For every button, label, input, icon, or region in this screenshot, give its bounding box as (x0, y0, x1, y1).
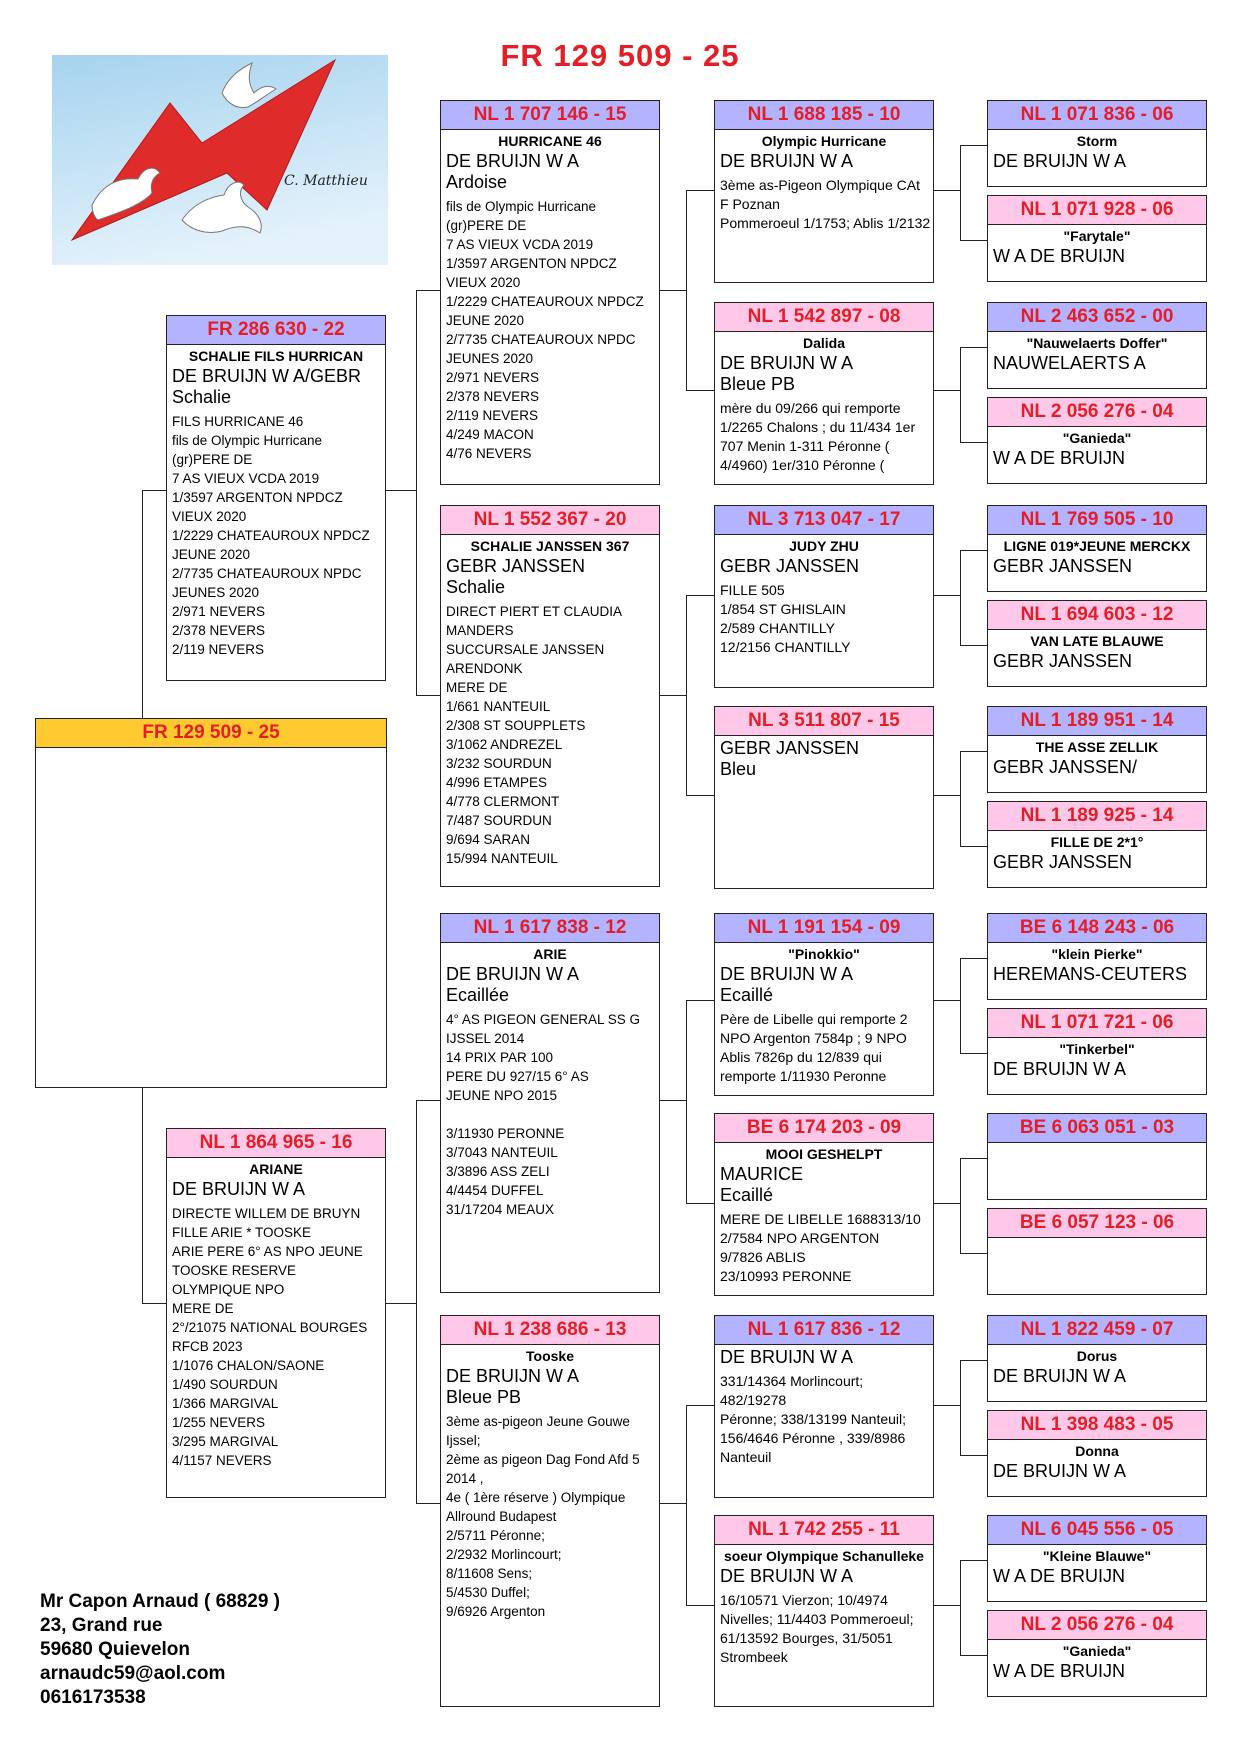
connector-line (686, 1405, 687, 1605)
gg5-info: Père de Libelle qui remporte 2 NPO Argenton 7584p ; 9 NPO Ablis 7826p du 12/839 qui remporte 1/11930 Peronne (720, 1011, 908, 1084)
connector-line (960, 550, 987, 551)
connector-line (660, 290, 686, 291)
sire-ring: FR 286 630 - 22 (167, 316, 385, 345)
g2-ring: NL 1 552 367 - 20 (441, 506, 659, 535)
connector-line (960, 1360, 987, 1361)
grandparent-card-2 (440, 505, 660, 887)
ggparent-card-1 (714, 100, 934, 283)
connector-line (686, 1405, 714, 1406)
connector-line (686, 1000, 687, 1203)
gggparent-ring: NL 2 463 652 - 00 (988, 303, 1206, 332)
gg1-name: Olympic Hurricane (761, 133, 887, 149)
connector-line (934, 795, 960, 796)
connector-line (660, 1503, 686, 1504)
sire-card (166, 315, 386, 681)
connector-line (686, 190, 687, 390)
gggparent-name: VAN LATE BLAUWE (1030, 633, 1164, 649)
connector-line (960, 751, 961, 846)
grandparent-card-1 (440, 100, 660, 485)
g3-ring: NL 1 617 838 - 12 (441, 914, 659, 943)
gg4-owner: GEBR JANSSEN (720, 738, 860, 758)
connector-line (386, 490, 416, 491)
sire-owner: DE BRUIJN W A/GEBR (172, 366, 362, 386)
connector-line (416, 290, 440, 291)
gggparent-ring: BE 6 057 123 - 06 (988, 1209, 1206, 1238)
gggparent-ring: NL 1 769 505 - 10 (988, 506, 1206, 535)
gg2-info: mère du 09/266 qui remporte 1/2265 Chalons ; du 11/434 1er 707 Menin 1-311 Péronne ( 4/4960) 1er/310 Péronne ( (720, 400, 916, 473)
gggparent-name: "Kleine Blauwe" (1042, 1548, 1152, 1564)
connector-line (686, 1000, 714, 1001)
dam-ring: NL 1 864 965 - 16 (167, 1129, 385, 1158)
connector-line (934, 1605, 960, 1606)
connector-line (416, 290, 417, 695)
dam-owner: DE BRUIJN W A (172, 1179, 306, 1199)
logo (52, 55, 388, 265)
gggparent-card-1 (987, 100, 1207, 187)
connector-line (660, 695, 686, 696)
connector-line (686, 1203, 714, 1204)
contact-city: 59680 Quievelon (40, 1639, 190, 1660)
gg6-ring: BE 6 174 203 - 09 (715, 1114, 933, 1143)
connector-line (960, 1655, 987, 1656)
connector-line (142, 1088, 143, 1303)
connector-line (960, 751, 987, 752)
gggparent-card-11 (987, 1113, 1207, 1200)
g4-info: 3ème as-pigeon Jeune Gouwe Ijssel; 2ème as pigeon Dag Fond Afd 5 2014 , 4e ( 1ère réserve ) Olympique Allround Budapest 2/5711 Péronne; 2/2932 Morlincourt; 8/11608 Sens; 5/4530 Duffel; 9/6926 Argenton (446, 1414, 640, 1619)
gggparent-ring: NL 1 822 459 - 07 (988, 1316, 1206, 1345)
gggparent-owner: GEBR JANSSEN (993, 556, 1133, 576)
gg2-name: Dalida (802, 335, 845, 351)
connector-line (416, 1100, 440, 1101)
ggparent-card-2 (714, 302, 934, 485)
gg7-info: 331/14364 Morlincourt; 482/19278 Péronne; 338/13199 Nanteuil; 156/4646 Péronne , 339/8986 Nanteuil (720, 1373, 907, 1465)
gggparent-ring: NL 1 189 951 - 14 (988, 707, 1206, 736)
connector-line (960, 550, 961, 645)
gg5-name: "Pinokkio" (788, 946, 860, 962)
connector-line (686, 595, 714, 596)
gg8-ring: NL 1 742 255 - 11 (715, 1516, 933, 1545)
gg3-ring: NL 3 713 047 - 17 (715, 506, 933, 535)
gg6-info: MERE DE LIBELLE 1688313/10 2/7584 NPO ARGENTON 9/7826 ABLIS 23/10993 PERONNE (720, 1211, 921, 1284)
connector-line (416, 1503, 440, 1504)
gggparent-card-3 (987, 302, 1207, 389)
gg6-name: MOOI GESHELPT (765, 1146, 883, 1162)
gggparent-ring: NL 1 694 603 - 12 (988, 601, 1206, 630)
connector-line (142, 490, 166, 491)
gggparent-card-2 (987, 195, 1207, 282)
contact-street: 23, Grand rue (40, 1615, 163, 1636)
gggparent-card-6 (987, 600, 1207, 687)
gggparent-owner: W A DE BRUIJN (993, 246, 1126, 266)
gg4-color: Bleu (720, 759, 757, 779)
connector-line (960, 645, 987, 646)
g4-ring: NL 1 238 686 - 13 (441, 1316, 659, 1345)
g2-color: Schalie (446, 577, 506, 597)
gg5-color: Ecaillé (720, 985, 774, 1005)
connector-line (934, 190, 960, 191)
connector-line (960, 1360, 961, 1455)
gggparent-card-13 (987, 1315, 1207, 1402)
gggparent-ring: NL 1 071 836 - 06 (988, 101, 1206, 130)
gggparent-card-9 (987, 913, 1207, 1000)
g2-info: DIRECT PIERT ET CLAUDIA MANDERS SUCCURSALE JANSSEN ARENDONK MERE DE 1/661 NANTEUIL 2/308 ST SOUPPLETS 3/1062 ANDREZEL 3/232 SOURDUN 4/996 ETAMPES 4/778 CLERMONT 7/487 SOURDUN 9/694 SARAN 15/994 NANTEUIL (446, 604, 623, 866)
gggparent-ring: NL 1 398 483 - 05 (988, 1411, 1206, 1440)
connector-line (934, 1203, 960, 1204)
g2-name: SCHALIE JANSSEN 367 (470, 538, 630, 554)
connector-line (960, 1053, 987, 1054)
connector-line (960, 1253, 987, 1254)
g1-ring: NL 1 707 146 - 15 (441, 101, 659, 130)
gg2-ring: NL 1 542 897 - 08 (715, 303, 933, 332)
gggparent-owner: DE BRUIJN W A (993, 1366, 1127, 1386)
subject-ring: FR 129 509 - 25 (36, 719, 386, 748)
gg8-owner: DE BRUIJN W A (720, 1566, 854, 1586)
gg2-color: Bleue PB (720, 374, 796, 394)
gggparent-card-4 (987, 397, 1207, 484)
connector-line (686, 390, 714, 391)
gg7-owner: DE BRUIJN W A (720, 1347, 854, 1367)
gggparent-name: "Nauwelaerts Doffer" (1026, 335, 1168, 351)
gggparent-name: Storm (1076, 133, 1118, 149)
connector-line (386, 1303, 416, 1304)
gg3-owner: GEBR JANSSEN (720, 556, 860, 576)
connector-line (686, 1605, 714, 1606)
g3-owner: DE BRUIJN W A (446, 964, 580, 984)
gggparent-ring: NL 1 189 925 - 14 (988, 802, 1206, 831)
gggparent-owner: W A DE BRUIJN (993, 1661, 1126, 1681)
connector-line (960, 958, 961, 1053)
dam-name: ARIANE (249, 1161, 303, 1177)
connector-line (960, 1158, 961, 1253)
gggparent-owner: W A DE BRUIJN (993, 448, 1126, 468)
gggparent-name: Dorus (1076, 1348, 1118, 1364)
connector-line (142, 490, 143, 718)
connector-line (960, 442, 987, 443)
connector-line (960, 347, 961, 442)
gggparent-ring: NL 2 056 276 - 04 (988, 1611, 1206, 1640)
sire-info: FILS HURRICANE 46 fils de Olympic Hurricane (gr)PERE DE 7 AS VIEUX VCDA 2019 1/3597 ARGENTON NPDCZ VIEUX 2020 1/2229 CHATEAUROUX NPDCZ JEUNE 2020 2/7735 CHATEAUROUX NPDC JEUNES 2020 2/971 NEVERS 2/378 NEVERS 2/119 NEVERS (172, 414, 370, 657)
g3-name: ARIE (533, 946, 567, 962)
ggparent-card-8 (714, 1515, 934, 1707)
gggparent-owner: GEBR JANSSEN (993, 651, 1133, 671)
gggparent-card-7 (987, 706, 1207, 793)
gggparent-owner: NAUWELAERTS A (993, 353, 1146, 373)
ggparent-card-3 (714, 505, 934, 688)
g1-color: Ardoise (446, 172, 508, 192)
g3-color: Ecaillée (446, 985, 510, 1005)
gg5-owner: DE BRUIJN W A (720, 964, 854, 984)
gggparent-ring: NL 1 071 721 - 06 (988, 1009, 1206, 1038)
connector-line (960, 1455, 987, 1456)
gg1-owner: DE BRUIJN W A (720, 151, 854, 171)
gggparent-card-16 (987, 1610, 1207, 1697)
gg5-ring: NL 1 191 154 - 09 (715, 914, 933, 943)
gg6-owner: MAURICE (720, 1164, 804, 1184)
gggparent-name: THE ASSE ZELLIK (1035, 739, 1159, 755)
gg3-name: JUDY ZHU (789, 538, 859, 554)
gggparent-name: Donna (1075, 1443, 1119, 1459)
ggparent-card-4 (714, 706, 934, 889)
g4-name: Tooske (526, 1348, 574, 1364)
gg6-color: Ecaillé (720, 1185, 774, 1205)
connector-line (142, 1303, 166, 1304)
connector-line (960, 958, 987, 959)
gggparent-name: LIGNE 019*JEUNE MERCKX (1003, 538, 1191, 554)
gggparent-card-10 (987, 1008, 1207, 1095)
gggparent-name: "Farytale" (1063, 228, 1131, 244)
ggparent-card-7 (714, 1315, 934, 1498)
page-title: FR 129 509 - 25 (500, 38, 740, 73)
gggparent-ring: BE 6 063 051 - 03 (988, 1114, 1206, 1143)
dam-info: DIRECTE WILLEM DE BRUYN FILLE ARIE * TOOSKE ARIE PERE 6° AS NPO JEUNE TOOSKE RESERVE OLYMPIQUE NPO MERE DE 2°/21075 NATIONAL BOURGES RFCB 2023 1/1076 CHALON/SAONE 1/490 SOURDUN 1/366 MARGIVAL 1/255 NEVERS 3/295 MARGIVAL 4/1157 NEVERS (172, 1206, 368, 1468)
connector-line (960, 145, 987, 146)
connector-line (934, 595, 960, 596)
connector-line (934, 1000, 960, 1001)
connector-line (416, 1100, 417, 1503)
gggparent-owner: DE BRUIJN W A (993, 151, 1127, 171)
sire-name: SCHALIE FILS HURRICAN (188, 348, 364, 364)
gggparent-name: "Ganieda" (1062, 1643, 1132, 1659)
gggparent-name: FILLE DE 2*1° (1050, 834, 1144, 850)
connector-line (660, 1100, 686, 1101)
ggparent-card-6 (714, 1113, 934, 1296)
gggparent-ring: BE 6 148 243 - 06 (988, 914, 1206, 943)
gg8-name: soeur Olympique Schanulleke (724, 1548, 924, 1564)
logo-signature: C. Matthieu (284, 173, 368, 189)
gg2-owner: DE BRUIJN W A (720, 353, 854, 373)
gggparent-owner: DE BRUIJN W A (993, 1461, 1127, 1481)
g4-owner: DE BRUIJN W A (446, 1366, 580, 1386)
connector-line (960, 1560, 961, 1655)
g2-owner: GEBR JANSSEN (446, 556, 586, 576)
g1-owner: DE BRUIJN W A (446, 151, 580, 171)
gg8-info: 16/10571 Vierzon; 10/4974 Nivelles; 11/4403 Pommeroeul; 61/13592 Bourges, 31/5051 Strombeek (720, 1592, 914, 1665)
gg4-ring: NL 3 511 807 - 15 (715, 707, 933, 736)
connector-line (960, 846, 987, 847)
gggparent-card-15 (987, 1515, 1207, 1602)
gg3-info: FILLE 505 1/854 ST GHISLAIN 2/589 CHANTILLY 12/2156 CHANTILLY (720, 582, 851, 655)
gggparent-ring: NL 6 045 556 - 05 (988, 1516, 1206, 1545)
connector-line (934, 390, 960, 391)
gggparent-card-8 (987, 801, 1207, 888)
contact-email[interactable]: arnaudc59@aol.com (40, 1663, 226, 1684)
contact-phone: 0616173538 (40, 1687, 146, 1708)
connector-line (686, 795, 714, 796)
g3-info: 4° AS PIGEON GENERAL SS G IJSSEL 2014 14 PRIX PAR 100 PERE DU 927/15 6° AS JEUNE NPO 2015 3/11930 PERONNE 3/7043 NANTEUIL 3/3896 ASS ZELI 4/4454 DUFFEL 31/17204 MEAUX (446, 1012, 640, 1217)
gggparent-card-12 (987, 1208, 1207, 1295)
connector-line (934, 1405, 960, 1406)
connector-line (960, 240, 987, 241)
ggparent-card-5 (714, 913, 934, 1096)
dam-card (166, 1128, 386, 1498)
connector-line (686, 595, 687, 795)
gggparent-owner: GEBR JANSSEN/ (993, 757, 1138, 777)
breeder-contact (40, 1590, 280, 1710)
g4-color: Bleue PB (446, 1387, 522, 1407)
gggparent-owner: W A DE BRUIJN (993, 1566, 1126, 1586)
gggparent-ring: NL 1 071 928 - 06 (988, 196, 1206, 225)
connector-line (960, 1158, 987, 1159)
connector-line (960, 145, 961, 240)
grandparent-card-3 (440, 913, 660, 1293)
gggparent-owner: HEREMANS-CEUTERS (993, 964, 1188, 984)
connector-line (686, 190, 714, 191)
gggparent-card-14 (987, 1410, 1207, 1497)
gggparent-card-5 (987, 505, 1207, 592)
g1-info: fils de Olympic Hurricane (gr)PERE DE 7 AS VIEUX VCDA 2019 1/3597 ARGENTON NPDCZ VIEUX 2020 1/2229 CHATEAUROUX NPDCZ JEUNE 2020 2/7735 CHATEAUROUX NPDC JEUNES 2020 2/971 NEVERS 2/378 NEVERS 2/119 NEVERS 4/249 MACON 4/76 NEVERS (446, 199, 644, 461)
sire-color: Schalie (172, 387, 232, 407)
gggparent-ring: NL 2 056 276 - 04 (988, 398, 1206, 427)
g1-name: HURRICANE 46 (498, 133, 602, 149)
connector-line (960, 1560, 987, 1561)
connector-line (960, 347, 987, 348)
gggparent-name: "klein Pierke" (1051, 946, 1143, 962)
subject-card (35, 718, 387, 1088)
gggparent-name: "Tinkerbel" (1059, 1041, 1135, 1057)
connector-line (416, 695, 440, 696)
gggparent-name: "Ganieda" (1062, 430, 1132, 446)
gg1-ring: NL 1 688 185 - 10 (715, 101, 933, 130)
gggparent-owner: GEBR JANSSEN (993, 852, 1133, 872)
grandparent-card-4 (440, 1315, 660, 1707)
gggparent-owner: DE BRUIJN W A (993, 1059, 1127, 1079)
contact-name: Mr Capon Arnaud ( 68829 ) (40, 1591, 281, 1612)
gg7-ring: NL 1 617 836 - 12 (715, 1316, 933, 1345)
gg1-info: 3ème as-Pigeon Olympique CAt F Poznan Pommeroeul 1/1753; Ablis 1/2132 (720, 177, 931, 231)
